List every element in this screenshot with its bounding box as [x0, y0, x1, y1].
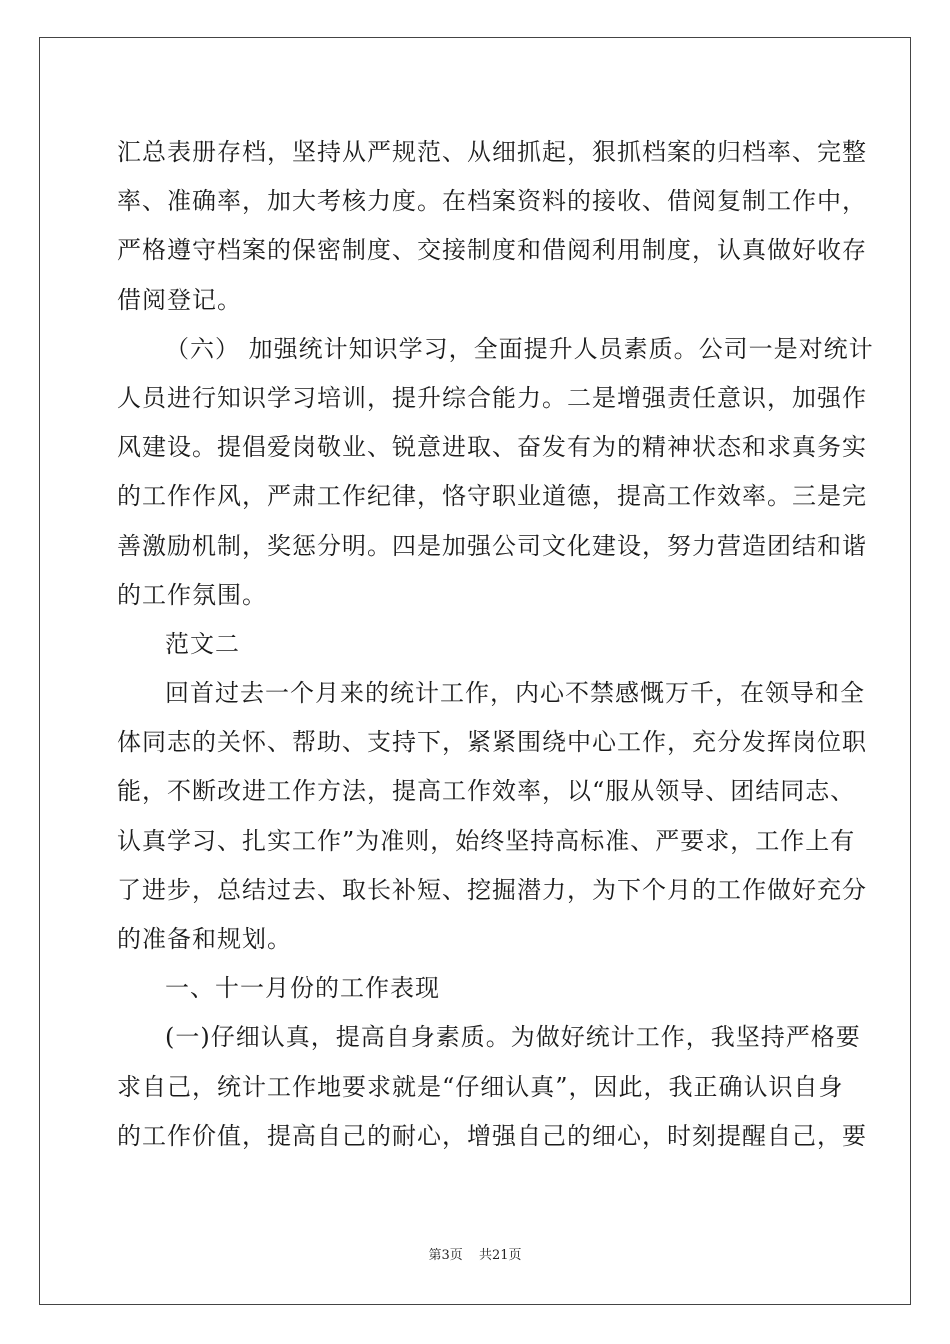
text-line-5: （六） 加强统计知识学习，全面提升人员素质。公司一是对统计: [165, 334, 874, 363]
text-line-15: 认真学习、扎实工作”为准则，始终坚持高标准、严要求，工作上有: [117, 826, 856, 855]
text-line-9: 善激励机制，奖惩分明。四是加强公司文化建设，努力营造团结和谐: [117, 531, 867, 560]
text-line-7: 风建设。提倡爱岗敬业、锐意进取、奋发有为的精神状态和求真务实: [117, 433, 867, 462]
text-line-10: 的工作氛围。: [117, 580, 267, 609]
text-line-16: 了进步，总结过去、取长补短、挖掘潜力，为下个月的工作做好充分: [117, 875, 867, 904]
text-line-17: 的准备和规划。: [117, 925, 292, 953]
text-line-2: 率、准确率，加大考核力度。在档案资料的接收、借阅复制工作中，: [117, 187, 867, 216]
text-line-14: 能，不断改进工作方法，提高工作效率，以“服从领导、团结同志、: [117, 777, 856, 806]
text-line-6: 人员进行知识学习培训，提升综合能力。二是增强责任意识，加强作: [117, 383, 867, 412]
text-line-20: 求自己，统计工作地要求就是“仔细认真”，因此，我正确认识自身: [117, 1072, 844, 1101]
page-footer: [0, 1244, 950, 1263]
text-line-4: 借阅登记。: [117, 285, 242, 314]
text-line-1: 汇总表册存档，坚持从严规范、从细抓起，狠抓档案的归档率、完整: [117, 138, 867, 166]
text-line-3: 严格遵守档案的保密制度、交接制度和借阅利用制度，认真做好收存: [117, 236, 867, 265]
text-line-13: 体同志的关怀、帮助、支持下，紧紧围绕中心工作，充分发挥岗位职: [117, 728, 867, 757]
document-body: [117, 128, 874, 1161]
page-number-total: 共21页: [478, 1248, 522, 1263]
page-number-current: 第3页: [428, 1248, 463, 1263]
section-heading-fanwen2: 范文二: [165, 629, 240, 658]
text-line-19: (一)仔细认真，提高自身素质。为做好统计工作，我坚持严格要: [165, 1023, 861, 1052]
text-line-8: 的工作作风，严肃工作纪律，恪守职业道德，提高工作效率。三是完: [117, 482, 867, 511]
text-line-21: 的工作价值，提高自己的耐心，增强自己的细心，时刻提醒自己，要: [117, 1121, 867, 1150]
section-heading-november: 一、十一月份的工作表现: [165, 974, 440, 1003]
text-line-12: 回首过去一个月来的统计工作，内心不禁感慨万千，在领导和全: [165, 679, 865, 708]
